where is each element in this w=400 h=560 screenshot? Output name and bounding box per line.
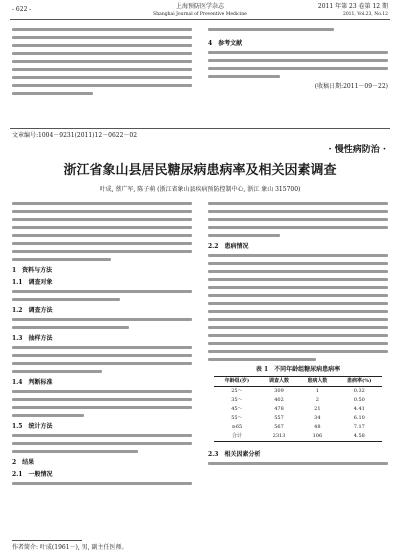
- section-methods: 1 资料与方法: [12, 267, 53, 274]
- issue-en: 2011, Vol.23, No.12: [342, 12, 388, 17]
- table-cell: 557: [274, 415, 284, 421]
- table-row: [214, 405, 382, 414]
- table-cell: 35～: [231, 397, 243, 403]
- table-header-cell: 患病率(%): [347, 378, 372, 384]
- refs-heading: 4 参考文献: [208, 40, 243, 47]
- table-header-cell: 患病人数: [307, 378, 328, 384]
- section-method: 1.2 调查方法: [12, 307, 53, 314]
- section-factors: 2.3 相关因素分析: [208, 451, 261, 458]
- table-header-row: [214, 377, 382, 387]
- table-cell: 1: [315, 388, 319, 394]
- article-id: 文章编号:1004－9231(2011)12－0622－02: [12, 132, 138, 139]
- table-cell: 2313: [272, 433, 286, 439]
- table-cell: 309: [274, 388, 284, 394]
- table-cell: 567: [274, 424, 284, 430]
- table-cell: 0.50: [353, 397, 365, 403]
- issue-cn: 2011 年第 23 卷第 12 期: [317, 3, 388, 10]
- section-results: 2 结果: [12, 459, 35, 466]
- journal-title: [150, 3, 250, 19]
- section-prevalence: 2.2 患病情况: [208, 243, 249, 250]
- table-cell: 6.10: [353, 415, 365, 421]
- table-row: [214, 414, 382, 423]
- table-header-cell: 调查人数: [269, 378, 290, 384]
- footnote-rule: [12, 540, 82, 541]
- prev-article-right: [208, 28, 388, 91]
- table-cell: ≥65: [231, 424, 243, 430]
- author-footnote: 作者简介: 叶成(1961－), 男, 副主任医师。: [12, 544, 128, 551]
- journal-title-cn: 上海预防医学杂志: [175, 3, 224, 10]
- table-cell: 55～: [231, 415, 243, 421]
- table-cell: 合计: [231, 433, 242, 439]
- section-statistics: 1.5 统计方法: [12, 423, 53, 430]
- table-cell: 106: [312, 433, 323, 439]
- section-general: 2.1 一般情况: [12, 471, 53, 478]
- table-cell: 0.32: [353, 388, 365, 394]
- authors: 叶成, 蔡广军, 陈子萌 (浙江省象山县疾病预防控制中心, 浙江 象山 315700): [99, 186, 301, 193]
- table-cell: 4.58: [353, 433, 365, 439]
- table-row: [214, 396, 382, 405]
- table-row: [214, 387, 382, 397]
- received-date: (收稿日期:2011－09－22): [314, 83, 388, 90]
- table-cell: 21: [314, 406, 321, 412]
- table-cell: 4.41: [353, 406, 365, 412]
- section-criteria: 1.4 判断标准: [12, 379, 53, 386]
- issue-info: [318, 3, 388, 19]
- table-row: [214, 423, 382, 432]
- table-header-cell: 年龄组(岁): [224, 378, 250, 384]
- prevalence-table: [214, 376, 382, 442]
- section-sampling: 1.3 抽样方法: [12, 335, 53, 342]
- section-subjects: 1.1 调查对象: [12, 279, 53, 286]
- journal-title-en: Shanghai Journal of Preventive Medicine: [153, 12, 247, 17]
- table-row: [214, 432, 382, 442]
- table-cell: 402: [274, 397, 284, 403]
- table-cell: 48: [314, 424, 321, 430]
- table-cell: 25～: [231, 388, 243, 394]
- header-rule: [10, 19, 390, 20]
- table-caption: 表 1 不同年龄组糖尿病患病率: [255, 366, 341, 373]
- left-column: [12, 202, 192, 490]
- article-divider: [10, 128, 390, 129]
- table-cell: 2: [315, 397, 319, 403]
- article-title: 浙江省象山县居民糖尿病患病率及相关因素调查: [63, 163, 337, 178]
- table-cell: 7.17: [353, 424, 365, 430]
- page-number: - 622 -: [12, 6, 32, 13]
- table-cell: 478: [274, 406, 284, 412]
- prev-article-left: [12, 28, 192, 100]
- right-column: [208, 202, 388, 470]
- table-cell: 45～: [231, 406, 243, 412]
- column-tag: · 慢性病防治 ·: [328, 145, 386, 155]
- table-cell: 34: [314, 415, 321, 421]
